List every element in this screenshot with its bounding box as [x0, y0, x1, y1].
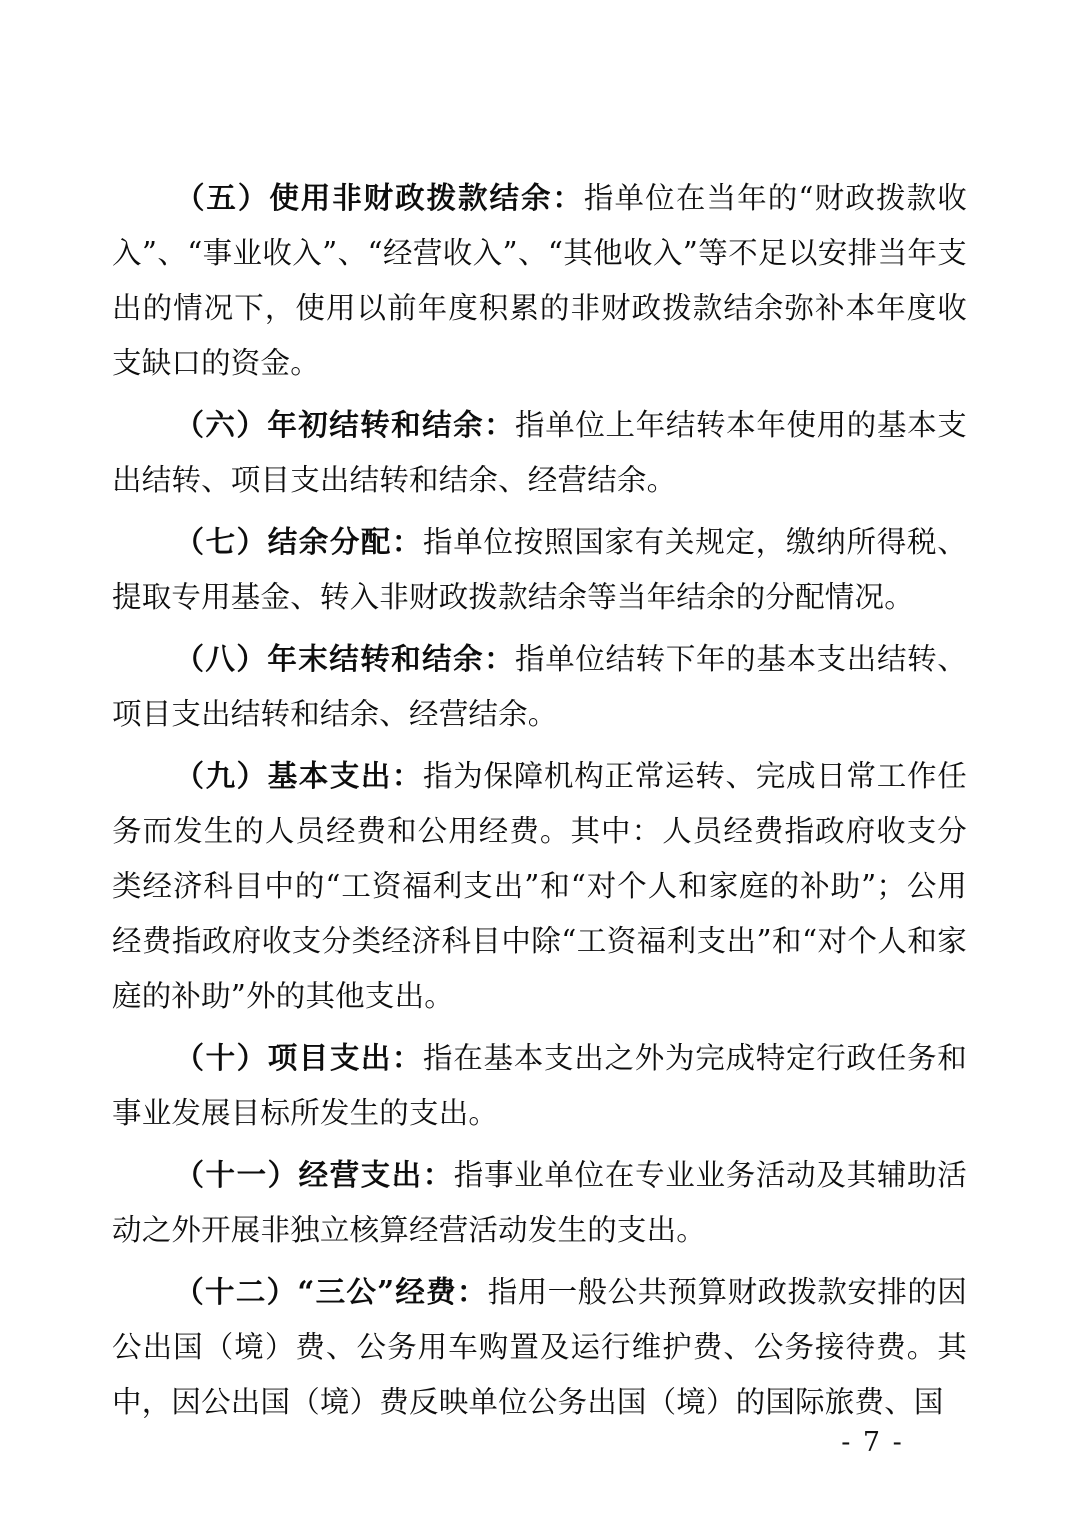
page-number: - 7 -: [841, 1427, 904, 1458]
paragraph-8-text: 指单位结转下年的基本支出结转、项目支出结转和结余、经营结余。: [112, 642, 967, 731]
paragraph-8: [112, 631, 967, 742]
paragraph-12-lead: （十二）“三公”经费：: [174, 1274, 488, 1309]
document-body: [112, 170, 967, 1430]
paragraph-10-text: 指在基本支出之外为完成特定行政任务和事业发展目标所发生的支出。: [112, 1041, 967, 1130]
paragraph-11-text: 指事业单位在专业业务活动及其辅助活动之外开展非独立核算经营活动发生的支出。: [112, 1158, 967, 1247]
paragraph-7: [112, 514, 967, 625]
paragraph-12-text: 指用一般公共预算财政拨款安排的因公出国（境）费、公务用车购置及运行维护费、公务接待费。其中，因公出国（境）费反映单位公务出国（境）的国际旅费、国: [112, 1275, 968, 1419]
paragraph-10: [112, 1030, 967, 1141]
paragraph-9: [112, 748, 967, 1024]
paragraph-12: [112, 1264, 967, 1430]
paragraph-11-lead: （十一）经营支出：: [174, 1157, 454, 1192]
paragraph-10-lead: （十）项目支出：: [174, 1040, 423, 1075]
paragraph-5-lead: （五）使用非财政拨款结余：: [174, 180, 584, 215]
paragraph-7-text: 指单位按照国家有关规定，缴纳所得税、提取专用基金、转入非财政拨款结余等当年结余的分配情况。: [112, 525, 967, 614]
paragraph-5: [112, 170, 967, 391]
paragraph-6-lead: （六）年初结转和结余：: [174, 407, 516, 442]
paragraph-7-lead: （七）结余分配：: [174, 524, 423, 559]
paragraph-9-lead: （九）基本支出：: [174, 758, 423, 793]
paragraph-9-text: 指为保障机构正常运转、完成日常工作任务而发生的人员经费和公用经费。其中：人员经费指政府收支分类经济科目中的“工资福利支出”和“对个人和家庭的补助”；公用经费指政府收支分类经济科目中除“工资福利支出”和“对个人和家庭的补助”外的其他支出。: [112, 759, 967, 1013]
paragraph-6: [112, 397, 967, 508]
paragraph-5-text: 指单位在当年的“财政拨款收入”、“事业收入”、“经营收入”、“其他收入”等不足以安排当年支出的情况下，使用以前年度积累的非财政拨款结余弥补本年度收支缺口的资金。: [112, 181, 967, 380]
paragraph-6-text: 指单位上年结转本年使用的基本支出结转、项目支出结转和结余、经营结余。: [112, 408, 967, 497]
paragraph-8-lead: （八）年末结转和结余：: [174, 641, 516, 676]
page-footer: [0, 1427, 1075, 1458]
paragraph-11: [112, 1147, 967, 1258]
